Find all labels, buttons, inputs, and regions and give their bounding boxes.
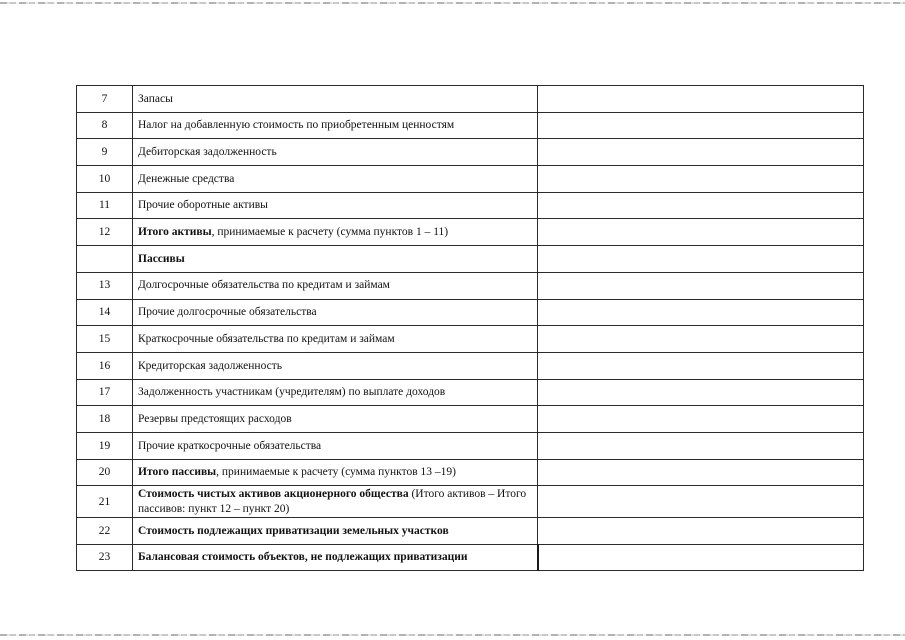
row-label-bold: Балансовая стоимость объектов, не подлежащих приватизации [138, 551, 468, 564]
table-row [77, 272, 864, 299]
row-label-text: , принимаемые к расчету (сумма пунктов 13 –19) [216, 466, 456, 479]
row-number: 8 [77, 112, 133, 139]
row-label [133, 352, 538, 379]
row-value-cell [538, 459, 864, 486]
row-number: 14 [77, 299, 133, 326]
row-label-bold: Пассивы [138, 252, 185, 265]
row-number: 11 [77, 192, 133, 219]
row-label-text: Краткосрочные обязательства по кредитам и займам [138, 332, 395, 345]
row-label-text: , принимаемые к расчету (сумма пунктов 1 – 11) [211, 226, 449, 239]
row-value-cell [538, 219, 864, 246]
row-value-cell [538, 518, 864, 545]
table-row [77, 326, 864, 353]
row-value-cell [538, 246, 864, 273]
row-value-cell [538, 406, 864, 433]
table-row [77, 139, 864, 166]
row-number: 12 [77, 219, 133, 246]
table-row [77, 352, 864, 379]
row-value-cell [538, 544, 864, 571]
balance-table [76, 85, 864, 571]
row-number: 23 [77, 544, 133, 571]
row-label [133, 219, 538, 246]
row-label [133, 379, 538, 406]
row-label [133, 486, 538, 518]
row-label-text: Дебиторская задолженность [138, 146, 277, 159]
row-number: 15 [77, 326, 133, 353]
row-label-text: Прочие оборотные активы [138, 199, 268, 212]
row-label-text: Кредиторская задолженность [138, 359, 282, 372]
row-label-text: Запасы [138, 92, 173, 105]
table-row [77, 112, 864, 139]
section-title [133, 246, 538, 273]
row-number: 13 [77, 272, 133, 299]
row-value-cell [538, 139, 864, 166]
row-value-cell [538, 166, 864, 193]
table-row [77, 544, 864, 571]
row-number [77, 246, 133, 273]
row-number: 17 [77, 379, 133, 406]
row-number: 20 [77, 459, 133, 486]
table-row [77, 406, 864, 433]
row-number: 21 [77, 486, 133, 518]
row-value-cell [538, 326, 864, 353]
row-label [133, 112, 538, 139]
row-label [133, 272, 538, 299]
row-label-text: Налог на добавленную стоимость по приобретенным ценностям [138, 119, 455, 132]
row-label-text: Резервы предстоящих расходов [138, 412, 292, 425]
scan-edge-bottom [0, 634, 905, 636]
row-label [133, 326, 538, 353]
row-label [133, 166, 538, 193]
row-label-text: Долгосрочные обязательства по кредитам и займам [138, 279, 390, 292]
row-label-text: Денежные средства [138, 172, 235, 185]
row-label-bold: Стоимость подлежащих приватизации земельных участков [138, 524, 449, 537]
table-row [77, 86, 864, 113]
row-number: 16 [77, 352, 133, 379]
table-row [77, 518, 864, 545]
row-number: 18 [77, 406, 133, 433]
row-value-cell [538, 352, 864, 379]
row-label [133, 86, 538, 113]
row-value-cell [538, 192, 864, 219]
row-value-cell [538, 432, 864, 459]
row-number: 22 [77, 518, 133, 545]
table-row [77, 379, 864, 406]
scan-edge-top [0, 2, 905, 4]
row-label-bold: Итого пассивы [138, 466, 217, 479]
row-label-text: Прочие краткосрочные обязательства [138, 439, 322, 452]
table-row [77, 459, 864, 486]
row-value-cell [538, 272, 864, 299]
table-row [77, 192, 864, 219]
row-label [133, 139, 538, 166]
table-row [77, 166, 864, 193]
row-label [133, 544, 538, 571]
row-value-cell [538, 86, 864, 113]
row-value-cell [538, 379, 864, 406]
row-label [133, 406, 538, 433]
row-value-cell [538, 299, 864, 326]
row-label [133, 518, 538, 545]
row-label-bold: Стоимость чистых активов акционерного общества [138, 488, 409, 501]
table-row [77, 486, 864, 518]
table-row [77, 299, 864, 326]
row-value-cell [538, 112, 864, 139]
table-row [77, 219, 864, 246]
row-number: 19 [77, 432, 133, 459]
row-label-text: Прочие долгосрочные обязательства [138, 306, 317, 319]
section-header-row [77, 246, 864, 273]
row-number: 10 [77, 166, 133, 193]
row-number: 9 [77, 139, 133, 166]
row-label-text: (Итого активов – Итого пассивов: пункт 12 – пункт 20) [138, 488, 527, 515]
row-label [133, 299, 538, 326]
row-label-bold: Итого активы [138, 226, 212, 239]
row-label-text: Задолженность участникам (учредителям) по выплате доходов [138, 386, 446, 399]
row-value-cell [538, 486, 864, 518]
table-row [77, 432, 864, 459]
row-label [133, 192, 538, 219]
row-label [133, 432, 538, 459]
row-number: 7 [77, 86, 133, 113]
row-label [133, 459, 538, 486]
